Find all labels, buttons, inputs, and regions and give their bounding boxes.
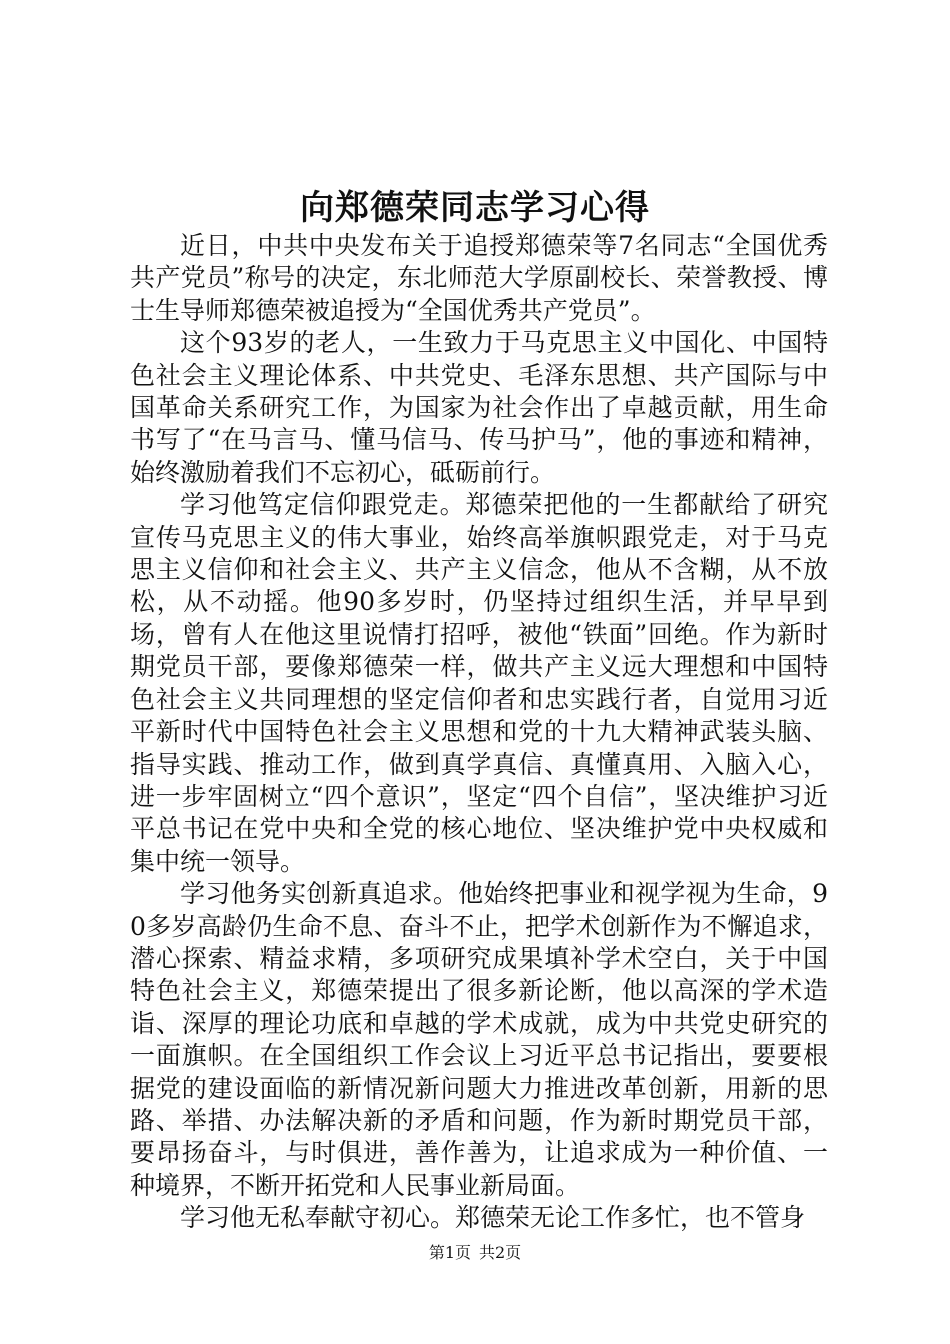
paragraph-4: 学习他务实创新真追求。他始终把事业和视学视为生命，90多岁高龄仍生命不息、奋斗不止，把学术创新作为不懈追求，潜心探索、精益求精，多项研究成果填补学术空白，关于中国特色社会主义，郑德荣提出了很多新论断，他以高深的学术造诣、深厚的理论功底和卓越的学术成就，成为中共党史研究的一面旗帜。在全国组织工作会议上习近平总书记指出，要要根据党的建设面临的新情况新问题大力推进改革创新，用新的思路、举措、办法解决新的矛盾和问题，作为新时期党员干部，要昂扬奋斗，与时俱进，善作善为，让追求成为一种价值、一种境界，不断开拓党和人民事业新局面。 (130, 879, 828, 1200)
page-total: 共2页 (479, 1243, 522, 1262)
paragraph-1: 近日，中共中央发布关于追授郑德荣等7名同志“全国优秀共产党员”称号的决定，东北师范大学原副校长、荣誉教授、博士生导师郑德荣被追授为“全国优秀共产党员”。 (130, 231, 828, 325)
page-footer (0, 1243, 950, 1263)
page-number: 第1页 (428, 1243, 471, 1262)
document-title: 向郑德荣同志学习心得 (300, 188, 650, 228)
paragraph-3: 学习他笃定信仰跟党走。郑德荣把他的一生都献给了研究宣传马克思主义的伟大事业，始终高举旗帜跟党走，对于马克思主义信仰和社会主义、共产主义信念，他从不含糊，从不放松，从不动摇。他90多岁时，仍坚持过组织生活，并早早到场，曾有人在他这里说情打招呼，被他“铁面”回绝。作为新时期党员干部，要像郑德荣一样，做共产主义远大理想和中国特色社会主义共同理想的坚定信仰者和忠实践行者，自觉用习近平新时代中国特色社会主义思想和党的十九大精神武装头脑、指导实践、推动工作，做到真学真信、真懂真用、入脑入心，进一步牢固树立“四个意识”，坚定“四个自信”，坚决维护习近平总书记在党中央和全党的核心地位、坚决维护党中央权威和集中统一领导。 (130, 490, 828, 876)
paragraph-5: 学习他无私奉献守初心。郑德荣无论工作多忙，也不管身 (180, 1203, 806, 1233)
paragraph-2: 这个93岁的老人，一生致力于马克思主义中国化、中国特色社会主义理论体系、中共党史、毛泽东思想、共产国际与中国革命关系研究工作，为国家为社会作出了卓越贡献，用生命书写了“在马言马、懂马信马、传马护马”，他的事迹和精神，始终激励着我们不忘初心，砥砺前行。 (130, 328, 828, 487)
document-body (130, 230, 828, 1235)
